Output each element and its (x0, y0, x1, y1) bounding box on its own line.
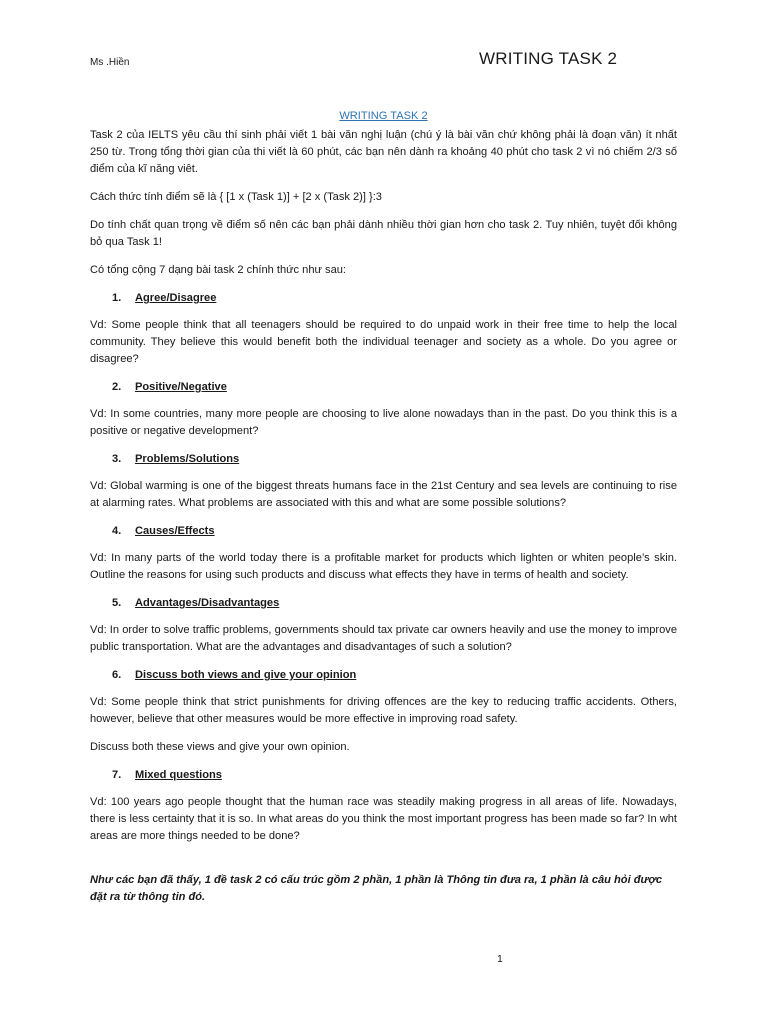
task-type-number: 1. (112, 292, 122, 304)
task-type-heading (90, 290, 677, 307)
task-type-number: 6. (112, 669, 122, 681)
task-type-label: Causes/Effects (135, 525, 215, 537)
example-paragraph: Vd: Some people think that all teenagers should be required to do unpaid work in their free time to help the local community. They believe this would benefit both the individual teenager and society as a whole. Do you agree or disagree? (90, 319, 677, 365)
task-type-label: Mixed questions (135, 769, 222, 781)
intro-paragraph: Do tính chất quan trọng về điểm số nên các bạn phải dành nhiều thời gian hơn cho task 2. Tuy nhiên, tuyệt đối không bỏ qua Task 1! (90, 219, 677, 248)
intro-paragraph: Có tổng cộng 7 dạng bài task 2 chính thức như sau: (90, 264, 347, 276)
example-paragraph: Vd: In some countries, many more people are choosing to live alone nowadays than in the past. Do you think this is a positive or negative development? (90, 408, 677, 437)
task-type-heading (90, 523, 677, 540)
closing-note: Như các bạn đã thấy, 1 đề task 2 có cấu trúc gồm 2 phần, 1 phần là Thông tin đưa ra, 1 phần là câu hỏi được đặt ra từ thông tin đó. (90, 874, 663, 903)
page-number: 1 (497, 953, 503, 965)
example-paragraph: Discuss both these views and give your own opinion. (90, 741, 350, 753)
example-paragraph: Vd: Some people think that strict punishments for driving offences are the key to reducing traffic accidents. Others, however, believe that other measures would be more effective in improving road safety. (90, 696, 677, 725)
task-type-number: 3. (112, 453, 122, 465)
header-author: Ms .Hiền (90, 57, 130, 68)
task-type-label: Agree/Disagree (135, 292, 217, 304)
header-title: WRITING TASK 2 (479, 49, 618, 68)
example-paragraph: Vd: 100 years ago people thought that the human race was steadily making progress in all areas of life. Nowadays, there is less certainty that it is so. In what areas do you think the most important progress has been made so far? In wht areas are more things needed to be done? (90, 796, 677, 842)
task-type-heading (90, 379, 677, 396)
task-type-label: Advantages/Disadvantages (135, 597, 280, 609)
task-type-number: 7. (112, 769, 122, 781)
intro-paragraph: Task 2 của IELTS yêu cầu thí sinh phải viết 1 bài văn nghị luận (chú ý là bài văn chứ không phải là đoạn văn) ít nhất 250 từ. Trong tổng thời gian của thi viết là 60 phút, các bạn nên dành ra khoảng 40 phút cho task 2 vì nó chiếm 2/3 số điểm của kĩ năng viêt. (90, 129, 677, 175)
task-type-heading (90, 595, 677, 612)
task-type-label: Positive/Negative (135, 381, 227, 393)
document-title: WRITING TASK 2 (339, 110, 428, 122)
task-type-label: Problems/Solutions (135, 453, 240, 465)
task-type-heading (90, 667, 677, 684)
document-body (90, 108, 677, 917)
task-type-number: 2. (112, 381, 122, 393)
task-type-heading (90, 451, 677, 468)
task-type-heading (90, 767, 677, 784)
example-paragraph: Vd: In many parts of the world today there is a profitable market for products which lighten or whiten people’s skin. Outline the reasons for using such products and discuss what effects they have in terms of health and society. (90, 552, 677, 581)
example-paragraph: Vd: In order to solve traffic problems, governments should tax private car owners heavily and use the money to improve public transportation. What are the advantages and disadvantages of such a solution? (90, 624, 677, 653)
example-paragraph: Vd: Global warming is one of the biggest threats humans face in the 21st Century and sea levels are continuing to rise at alarming rates. What problems are associated with this and what are some possible solutions? (90, 480, 677, 509)
intro-paragraph: Cách thức tính điểm sẽ là { [1 x (Task 1)] + [2 x (Task 2)] }:3 (90, 191, 382, 203)
task-type-number: 5. (112, 597, 122, 609)
task-type-number: 4. (112, 525, 122, 537)
task-type-label: Discuss both views and give your opinion (135, 669, 357, 681)
